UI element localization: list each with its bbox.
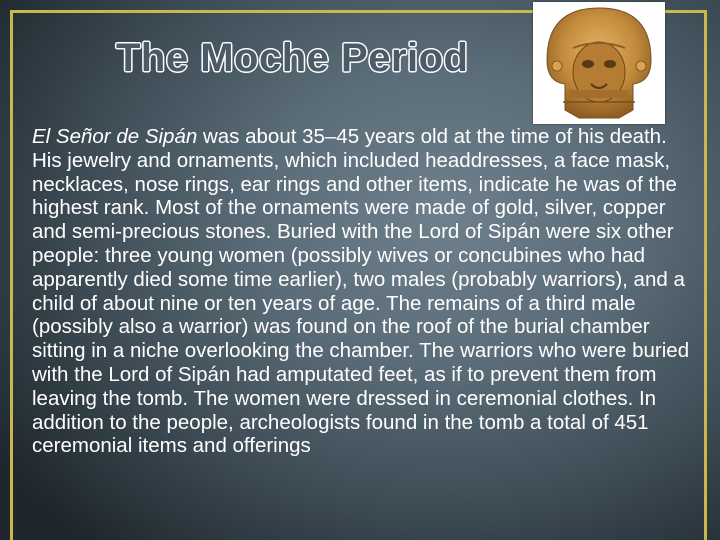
body-emphasis: El Señor de Sipán <box>32 125 198 148</box>
gold-headdress-image <box>533 2 665 124</box>
body-text: was about 35–45 years old at the time of his death. His jewelry and ornaments, which included headdresses, a face mask, necklaces, nose rings, ear rings and other items, indicate he was of the highest rank. Most of the ornaments were made of gold, silver, copper and semi-precious stones. Buried with the Lord of Sipán were six other people: three young women (possibly wives or concubines who had apparently died some time earlier), two males (probably warriors), and a child of about nine or ten years of age. The remains of a third male (possibly also a warrior) was found on the roof of the burial chamber sitting in a niche overlooking the chamber. The warriors who were buried with the Lord of Sipán had amputated feet, as if to prevent them from leaving the tomb. The women were dressed in ceremonial clothes. In addition to the people, archeologists found in the tomb a total of 451 ceremonial items and offerings <box>32 125 690 458</box>
slide-title: The Moche Period <box>116 36 469 80</box>
headdress-photo <box>533 2 665 124</box>
slide-body <box>32 125 692 458</box>
